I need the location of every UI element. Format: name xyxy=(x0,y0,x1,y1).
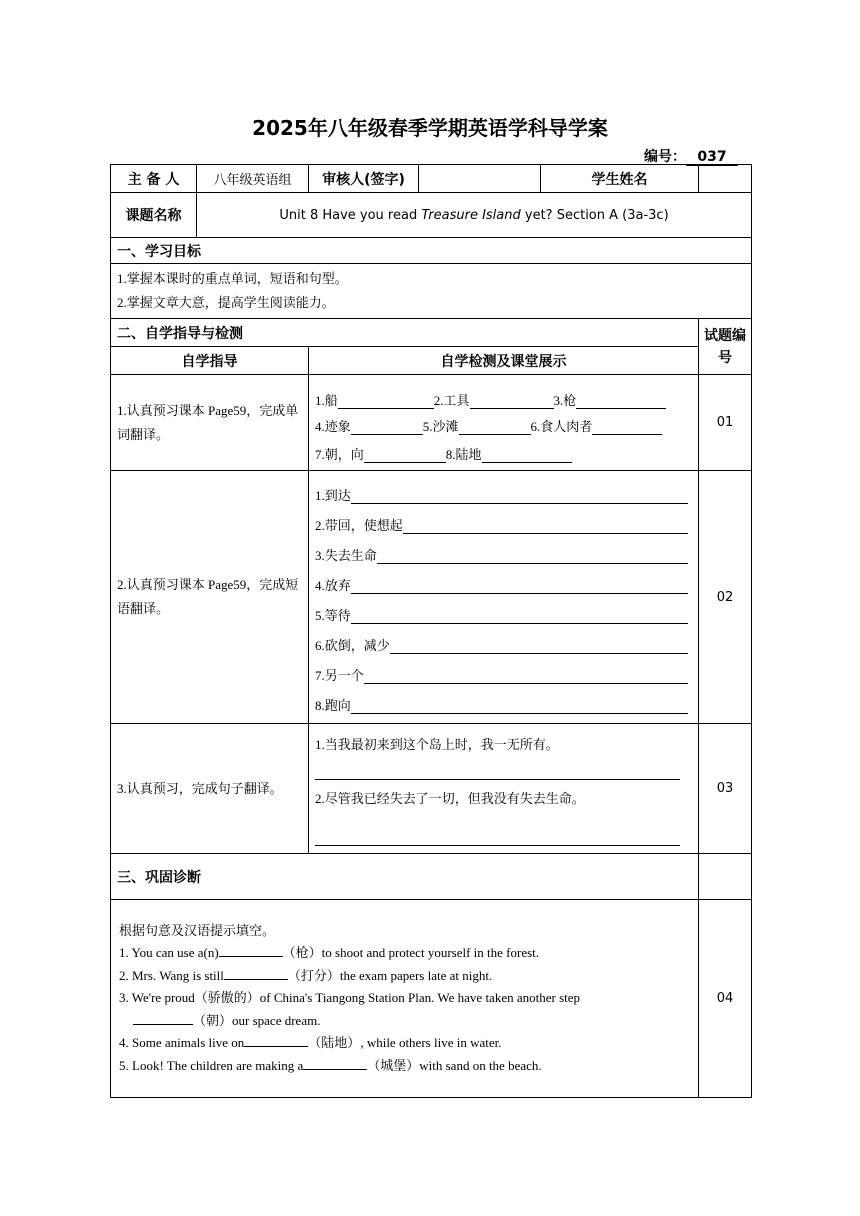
exercise-content xyxy=(111,900,699,1098)
exercise-item: 5. Look! The children are making a （城堡）with sand on the beach. xyxy=(119,1055,692,1078)
phrase-prompt: 7.另一个 xyxy=(315,668,364,683)
section2-column-headers xyxy=(111,347,752,375)
sentence-blank[interactable] xyxy=(315,765,680,780)
word-prompt: 6.食人肉者 xyxy=(530,418,593,434)
phrase-answers xyxy=(309,471,699,724)
word-prompt: 1.船 xyxy=(315,392,338,408)
word-prompt: 2.工具 xyxy=(433,392,470,408)
phrase-blank[interactable] xyxy=(390,639,688,654)
topic-book-title: Treasure Island xyxy=(421,207,521,223)
document-number xyxy=(644,146,738,166)
topic-prefix: Unit 8 Have you read xyxy=(279,207,422,223)
phrase-prompt: 5.等待 xyxy=(315,608,351,623)
exercise-item: 4. Some animals live on （陆地）, while others live in water. xyxy=(119,1032,692,1055)
exercise-item: 2. Mrs. Wang is still （打分）the exam papers late at night. xyxy=(119,965,692,988)
exercise-blank[interactable] xyxy=(224,965,288,980)
word-prompt: 4.迹象 xyxy=(315,418,351,434)
exercise-instruction: 根据句意及汉语提示填空。 xyxy=(119,922,276,938)
phrase-prompt: 2.带回，使想起 xyxy=(315,518,403,533)
exercise-item: 3. We're proud（骄傲的）of China's Tiangong Station Plan. We have taken another step （朝）our space dream. xyxy=(119,990,581,1028)
sentence-prompt: 2.尽管我已经失去了一切，但我没有失去生命。 xyxy=(315,790,585,806)
word-blank[interactable] xyxy=(364,448,446,463)
item-number: 03 xyxy=(699,724,752,854)
goal-item: 2.掌握文章大意，提高学生阅读能力。 xyxy=(117,295,335,310)
item-number: 04 xyxy=(699,900,752,1098)
document-title: 2025年八年级春季学期英语学科导学案 xyxy=(252,116,608,140)
exercise-blank[interactable] xyxy=(244,1032,308,1047)
phrase-prompt: 1.到达 xyxy=(315,488,351,503)
study-plan-table xyxy=(110,164,752,1098)
word-prompt: 7.朝，向 xyxy=(315,446,364,462)
phrase-blank[interactable] xyxy=(403,519,688,534)
header-row xyxy=(111,165,752,193)
document-number-value: 037 xyxy=(686,149,738,166)
word-blank[interactable] xyxy=(576,394,666,409)
goal-item: 1.掌握本课时的重点单词，短语和句型。 xyxy=(117,271,348,286)
vocab-guide: 1.认真预习课本 Page59，完成单词翻译。 xyxy=(111,375,309,471)
word-blank[interactable] xyxy=(351,420,423,435)
exercise-blank[interactable] xyxy=(303,1055,367,1070)
section1-goals-row xyxy=(111,264,752,319)
exercise-item: 1. You can use a(n) （枪）to shoot and protect yourself in the forest. xyxy=(119,942,692,965)
word-blank[interactable] xyxy=(592,420,662,435)
word-blank[interactable] xyxy=(338,394,434,409)
phrase-prompt: 6.砍倒，减少 xyxy=(315,638,390,653)
student-name-label: 学生姓名 xyxy=(541,165,699,193)
sentence-guide: 3.认真预习，完成句子翻译。 xyxy=(111,724,309,854)
vocab-row xyxy=(111,375,752,471)
item-number-header: 试题编号 xyxy=(699,319,752,375)
topic-label: 课题名称 xyxy=(111,193,197,238)
phrase-blank[interactable] xyxy=(351,489,688,504)
phrase-blank[interactable] xyxy=(377,549,688,564)
preparer-label: 主 备 人 xyxy=(111,165,197,193)
exercise-blank[interactable] xyxy=(133,1010,193,1025)
section3-heading-row xyxy=(111,854,752,900)
sentence-row xyxy=(111,724,752,854)
phrase-prompt: 3.失去生命 xyxy=(315,548,377,563)
word-prompt: 5.沙滩 xyxy=(422,418,459,434)
reviewer-label: 审核人(签字) xyxy=(309,165,419,193)
phrase-guide: 2.认真预习课本 Page59，完成短语翻译。 xyxy=(111,471,309,724)
word-blank[interactable] xyxy=(482,448,572,463)
topic-row xyxy=(111,193,752,238)
word-prompt: 3.枪 xyxy=(553,392,577,408)
exercise-row xyxy=(111,900,752,1098)
phrase-prompt: 4.放弃 xyxy=(315,578,351,593)
phrase-blank[interactable] xyxy=(351,609,688,624)
word-blank[interactable] xyxy=(459,420,531,435)
word-prompt: 8.陆地 xyxy=(445,446,482,462)
check-column-header: 自学检测及课堂展示 xyxy=(309,347,699,375)
preparer-value: 八年级英语组 xyxy=(197,165,309,193)
item-number: 01 xyxy=(699,375,752,471)
exercise-blank[interactable] xyxy=(219,942,283,957)
reviewer-signature-field[interactable] xyxy=(419,165,541,193)
section3-heading: 三、巩固诊断 xyxy=(111,854,699,900)
topic-value xyxy=(197,193,752,238)
phrase-blank[interactable] xyxy=(364,669,688,684)
phrase-blank[interactable] xyxy=(351,699,688,714)
vocab-answers xyxy=(309,375,699,471)
sentence-answers xyxy=(309,724,699,854)
item-number: 02 xyxy=(699,471,752,724)
guide-column-header: 自学指导 xyxy=(111,347,309,375)
topic-suffix: yet? Section A (3a-3c) xyxy=(520,207,669,223)
student-name-field[interactable] xyxy=(699,165,752,193)
phrase-prompt: 8.跑向 xyxy=(315,698,351,713)
document-number-label: 编号： xyxy=(644,149,686,165)
sentence-prompt: 1.当我最初来到这个岛上时，我一无所有。 xyxy=(315,736,559,752)
word-blank[interactable] xyxy=(470,394,554,409)
section2-heading: 二、自学指导与检测 xyxy=(111,319,699,347)
learning-goals xyxy=(111,264,752,319)
sentence-blank[interactable] xyxy=(315,831,680,846)
section1-heading: 一、学习目标 xyxy=(111,238,752,264)
phrase-blank[interactable] xyxy=(351,579,688,594)
phrase-row xyxy=(111,471,752,724)
section3-number-cell xyxy=(699,854,752,900)
section2-heading-row xyxy=(111,319,752,347)
section1-heading-row xyxy=(111,238,752,264)
